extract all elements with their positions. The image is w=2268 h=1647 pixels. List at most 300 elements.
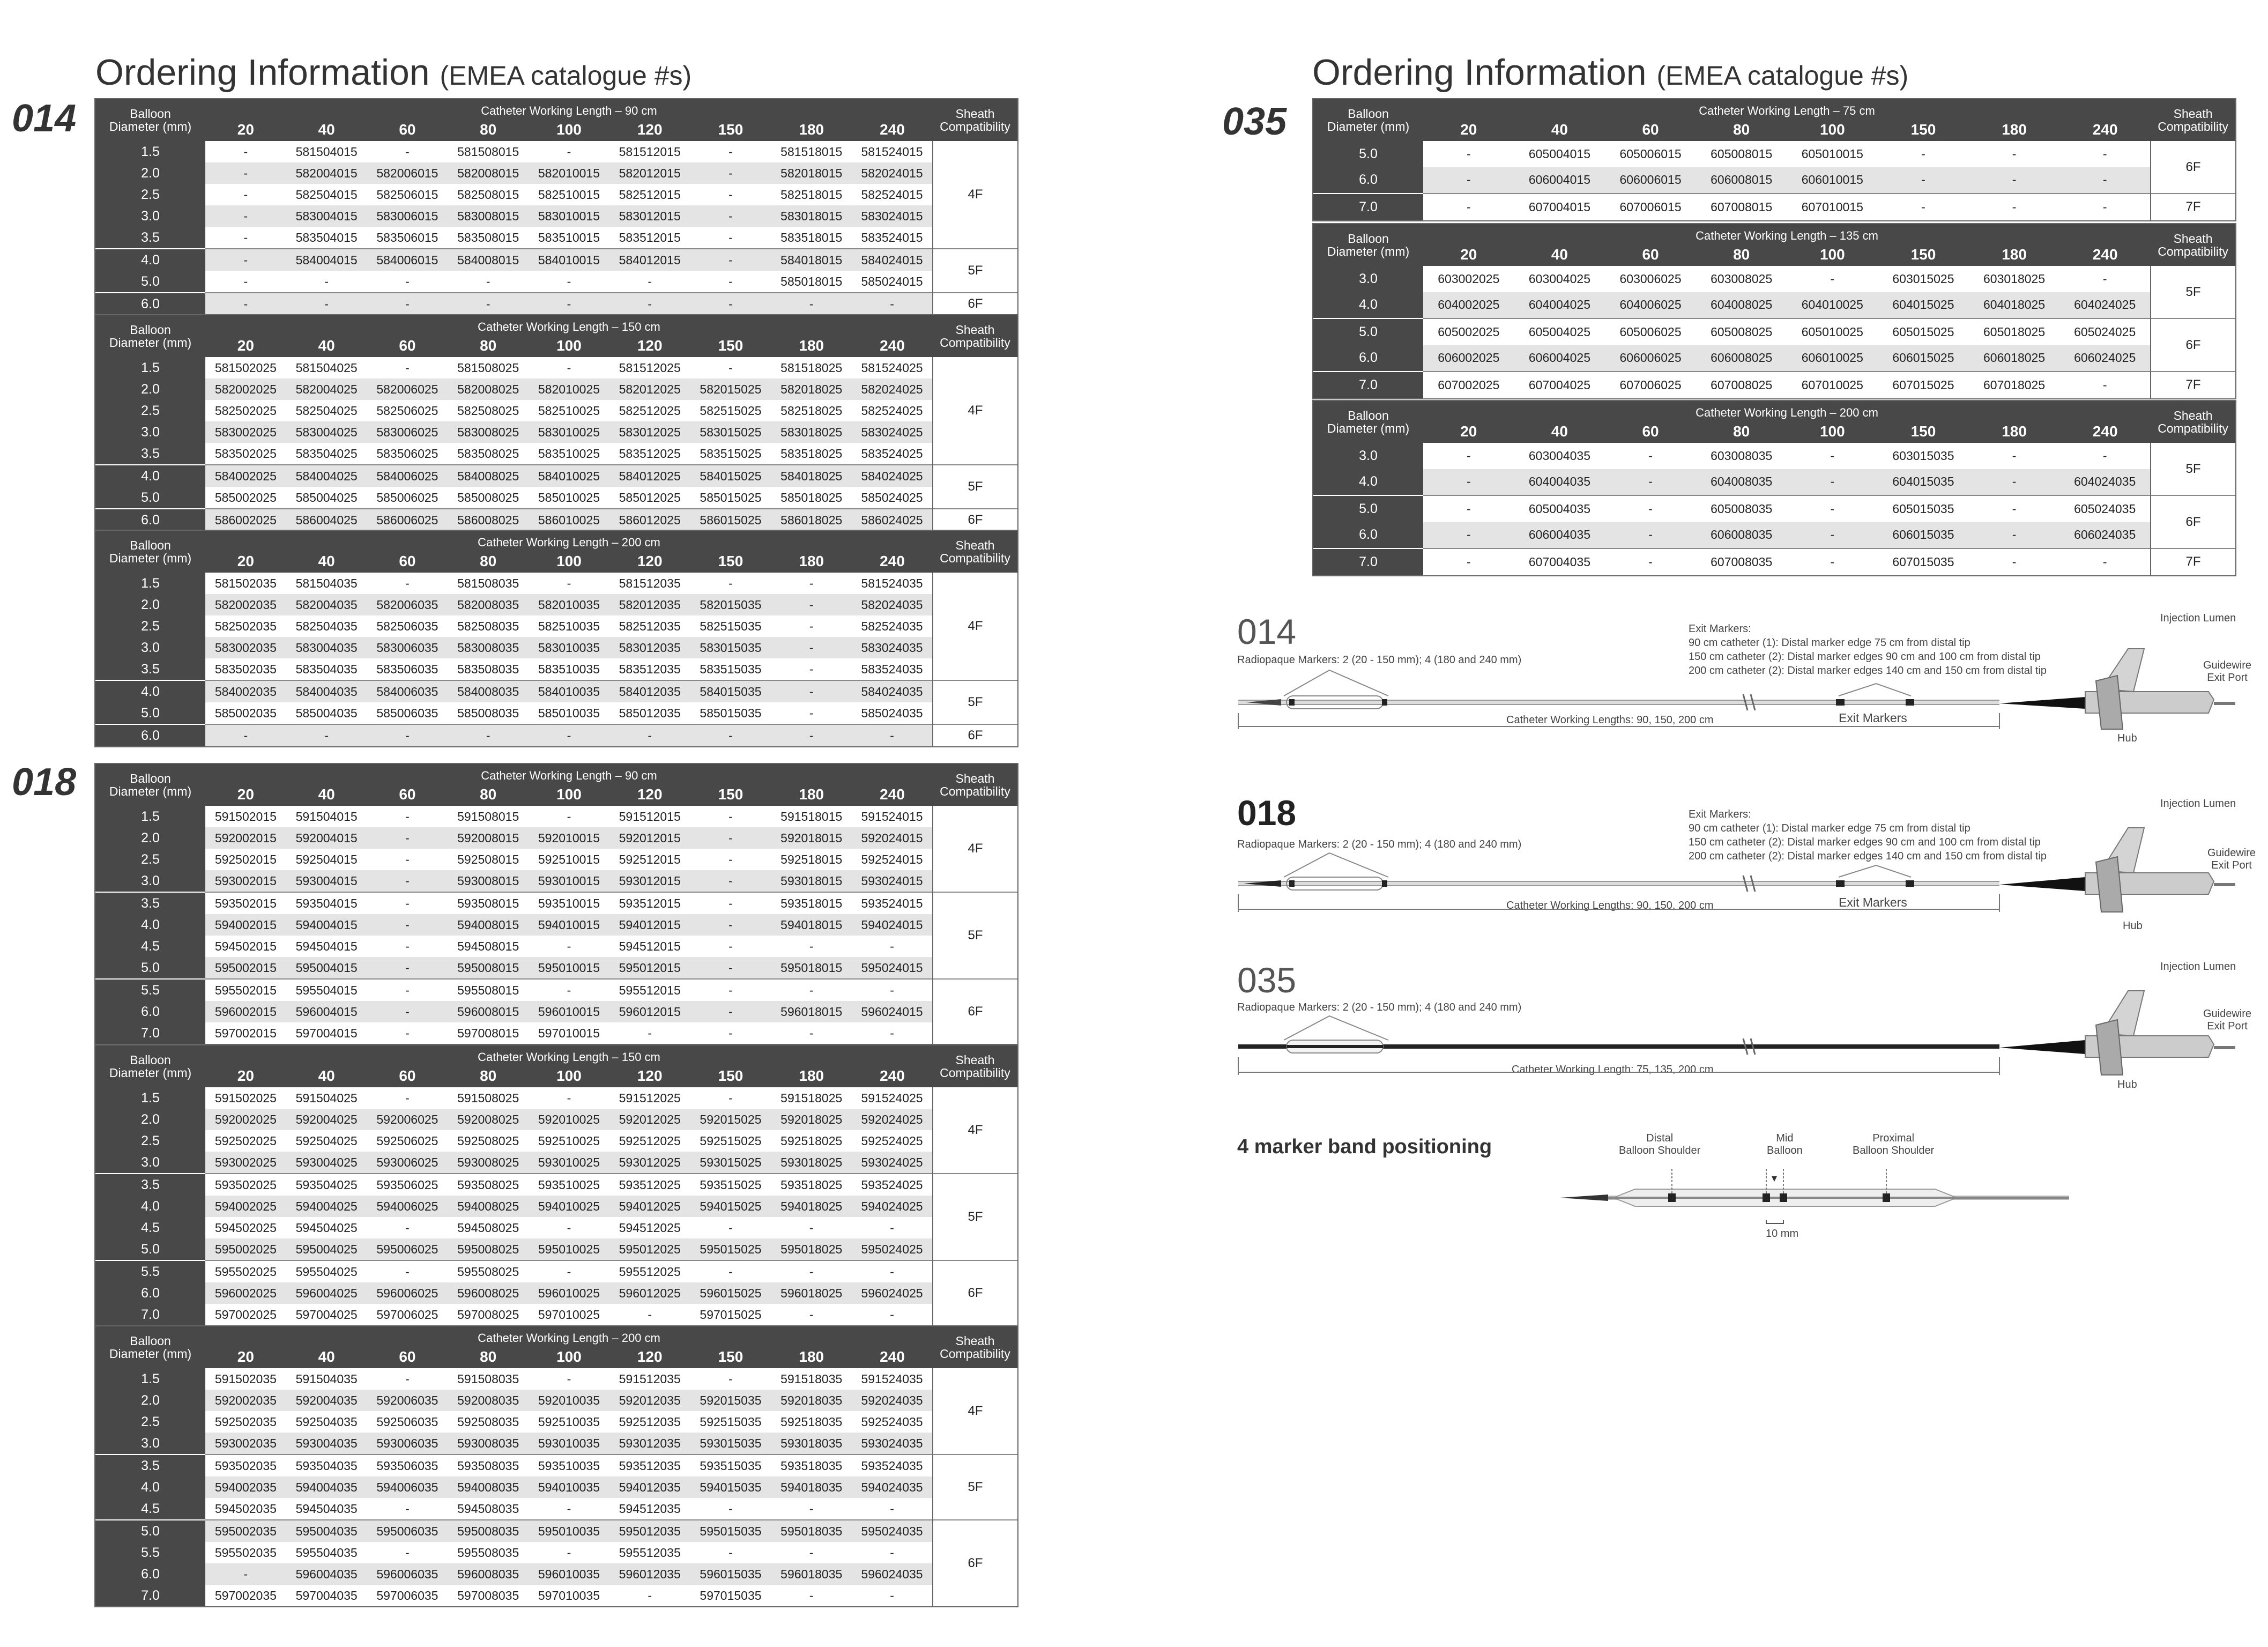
catalogue-number-cell: 596006025 <box>367 1282 448 1304</box>
catalogue-number-cell: 596004025 <box>286 1282 367 1304</box>
length-col-header: 80 <box>448 1064 529 1087</box>
catalogue-number-cell: 582004015 <box>286 162 367 184</box>
balloon-diameter-cell: 7.0 <box>95 1022 205 1044</box>
catalogue-number-cell: 603015035 <box>1878 443 1969 469</box>
catalogue-number-cell: 592018015 <box>771 827 852 849</box>
catalogue-number-cell: - <box>2059 266 2151 292</box>
catalogue-number-cell: 604004025 <box>1514 292 1605 319</box>
catalogue-number-cell: 607004025 <box>1514 372 1605 398</box>
length-col-header: 80 <box>448 550 529 573</box>
catalogue-number-cell: 596004035 <box>286 1563 367 1585</box>
length-col-header: 180 <box>771 783 852 806</box>
catalogue-number-cell: 583015025 <box>690 421 771 443</box>
catalogue-number-cell: 582502025 <box>205 400 286 421</box>
catalogue-number-cell: - <box>367 1542 448 1563</box>
catalogue-number-cell: 595004015 <box>286 957 367 979</box>
catalogue-number-cell: 591502015 <box>205 806 286 827</box>
catalogue-number-cell: - <box>367 271 448 293</box>
balloon-diameter-cell: 4.5 <box>95 1498 205 1520</box>
catalogue-number-cell: 596024015 <box>852 1001 933 1022</box>
catalogue-number-cell: 583504025 <box>286 443 367 465</box>
length-col-header: 60 <box>367 1064 448 1087</box>
catalogue-number-cell: 594012015 <box>609 914 690 936</box>
catalogue-number-cell: 597010015 <box>529 1022 609 1044</box>
catalogue-number-cell: 585010025 <box>529 487 609 509</box>
catalogue-number-cell: 586024025 <box>852 509 933 531</box>
length-col-header: 20 <box>1423 118 1514 141</box>
catalogue-number-cell: 584008035 <box>448 680 529 702</box>
length-col-header: 120 <box>609 118 690 141</box>
catalogue-number-cell: 593018015 <box>771 870 852 892</box>
catalogue-number-cell: - <box>852 1585 933 1606</box>
catalogue-number-cell: 596012035 <box>609 1563 690 1585</box>
catalogue-number-cell: 594512025 <box>609 1217 690 1238</box>
marker-band-mid-label: Mid Balloon <box>1767 1132 1803 1156</box>
balloon-diameter-cell: 5.0 <box>95 957 205 979</box>
catalogue-number-cell: 581512025 <box>609 357 690 379</box>
catalogue-number-cell: 584002035 <box>205 680 286 702</box>
length-col-header: 120 <box>609 783 690 806</box>
catalogue-number-cell: 603015025 <box>1878 266 1969 292</box>
catalogue-number-cell: 593002015 <box>205 870 286 892</box>
ordering-table-035-3 <box>1313 401 2235 575</box>
exit-line: 200 cm catheter (2): Distal marker edges 140 cm and 150 cm from distal tip <box>1689 850 2047 862</box>
diagram-018-guidewire-port: Guidewire Exit Port <box>2207 847 2256 871</box>
catalogue-number-cell: 592502015 <box>205 849 286 870</box>
length-col-header: 150 <box>1878 118 1969 141</box>
catalogue-number-cell: - <box>529 1217 609 1238</box>
catalogue-number-cell: 596018025 <box>771 1282 852 1304</box>
catalogue-number-cell: 583006035 <box>367 637 448 658</box>
catalogue-number-cell: 594015035 <box>690 1477 771 1498</box>
catalogue-number-cell: 592508015 <box>448 849 529 870</box>
catalogue-number-cell: - <box>771 573 852 594</box>
sheath-compat-header: Sheath Compatibility <box>933 1045 1017 1087</box>
sheath-size-cell: 5F <box>933 1455 1017 1520</box>
catalogue-number-cell: 592512035 <box>609 1411 690 1433</box>
model-label-018: 018 <box>12 761 77 804</box>
balloon-diameter-header: Balloon Diameter (mm) <box>95 531 205 573</box>
catalogue-number-cell: 593002025 <box>205 1152 286 1174</box>
length-col-header: 40 <box>286 783 367 806</box>
diagram-014-guidewire-port: Guidewire Exit Port <box>2203 659 2252 684</box>
sheath-size-cell: 6F <box>933 1260 1017 1325</box>
catalogue-number-cell: 593510035 <box>529 1455 609 1477</box>
length-col-header: 60 <box>367 118 448 141</box>
catalogue-number-cell: - <box>529 1368 609 1390</box>
length-col-header: 150 <box>690 118 771 141</box>
catalogue-number-cell: - <box>1878 194 1969 220</box>
catalogue-number-cell: - <box>771 1585 852 1606</box>
catalogue-number-cell: - <box>1605 548 1696 575</box>
catalogue-number-cell: 606006025 <box>1605 345 1696 372</box>
catalogue-number-cell: 592002025 <box>205 1109 286 1130</box>
catalogue-number-cell: 606008035 <box>1696 522 1787 549</box>
length-col-header: 150 <box>690 783 771 806</box>
catalogue-number-cell: - <box>690 249 771 271</box>
catalogue-number-cell: - <box>1423 495 1514 522</box>
catalogue-number-cell: - <box>690 573 771 594</box>
catalogue-number-cell: 592502035 <box>205 1411 286 1433</box>
length-col-header: 20 <box>205 1064 286 1087</box>
sheath-compat-header: Sheath Compatibility <box>2151 224 2235 266</box>
catalogue-number-cell: 594004015 <box>286 914 367 936</box>
catalogue-number-cell: 606010025 <box>1787 345 1878 372</box>
catalogue-number-cell: 592512025 <box>609 1130 690 1152</box>
catalogue-number-cell: 596010015 <box>529 1001 609 1022</box>
balloon-diameter-cell: 5.0 <box>95 1520 205 1542</box>
catalogue-number-cell: - <box>367 957 448 979</box>
catalogue-number-cell: 592004035 <box>286 1390 367 1411</box>
catalogue-number-cell: 593506025 <box>367 1174 448 1196</box>
catalogue-number-cell: - <box>1423 167 1514 194</box>
catalogue-number-cell: 582018015 <box>771 162 852 184</box>
catalogue-number-cell: 594504035 <box>286 1498 367 1520</box>
length-col-header: 60 <box>367 783 448 806</box>
diagram-018-exit-label: Exit Markers <box>1839 895 1907 909</box>
catalogue-number-cell: 596015025 <box>690 1282 771 1304</box>
ordering-table-014-2 <box>95 315 1017 531</box>
length-col-header: 120 <box>609 1064 690 1087</box>
balloon-diameter-cell: 1.5 <box>95 573 205 594</box>
catalogue-number-cell: 595010015 <box>529 957 609 979</box>
sheath-size-cell: 4F <box>933 806 1017 892</box>
catalogue-number-cell: 581524025 <box>852 357 933 379</box>
catalogue-number-cell: 594018025 <box>771 1196 852 1217</box>
catalogue-number-cell: 596010025 <box>529 1282 609 1304</box>
catalogue-number-cell: 582510025 <box>529 400 609 421</box>
catalogue-number-cell: 582018025 <box>771 379 852 400</box>
catalogue-number-cell: 605008035 <box>1696 495 1787 522</box>
catalogue-number-cell: - <box>1787 443 1878 469</box>
catalogue-number-cell: - <box>367 979 448 1001</box>
catalogue-number-cell: 583512035 <box>609 658 690 680</box>
catalogue-number-cell: 582024025 <box>852 379 933 400</box>
catalogue-number-cell: 585018015 <box>771 271 852 293</box>
catalogue-number-cell: 593008035 <box>448 1433 529 1455</box>
catalogue-number-cell: 591524025 <box>852 1087 933 1109</box>
catalogue-number-cell: 606015025 <box>1878 345 1969 372</box>
catalogue-number-cell: - <box>1787 548 1878 575</box>
catalogue-number-cell: 592504015 <box>286 849 367 870</box>
length-col-header: 100 <box>529 1064 609 1087</box>
catalogue-number-cell: 607006025 <box>1605 372 1696 398</box>
catalogue-number-cell: 593012015 <box>609 870 690 892</box>
catalogue-number-cell: 592515035 <box>690 1411 771 1433</box>
catalogue-number-cell: - <box>690 1087 771 1109</box>
catalogue-number-cell: - <box>771 1217 852 1238</box>
catalogue-number-cell: 596006035 <box>367 1563 448 1585</box>
balloon-diameter-cell: 4.0 <box>95 465 205 487</box>
catalogue-number-cell: 593515035 <box>690 1455 771 1477</box>
catalogue-number-cell: 593508015 <box>448 892 529 914</box>
catalogue-number-cell: 594024025 <box>852 1196 933 1217</box>
balloon-diameter-cell: 2.5 <box>95 400 205 421</box>
catalogue-number-cell: 592012025 <box>609 1109 690 1130</box>
balloon-diameter-cell: 6.0 <box>95 1563 205 1585</box>
catalogue-number-cell: 592510025 <box>529 1130 609 1152</box>
catalogue-number-cell: 585006035 <box>367 702 448 724</box>
catalogue-number-cell: 584012025 <box>609 465 690 487</box>
balloon-diameter-cell: 6.0 <box>95 509 205 531</box>
catalogue-number-cell: 582012035 <box>609 594 690 615</box>
catalogue-number-cell: - <box>1969 469 2060 496</box>
catalogue-number-cell: 582518015 <box>771 184 852 205</box>
catalogue-number-cell: 592002035 <box>205 1390 286 1411</box>
diagram-014-injection-lumen: Injection Lumen <box>2160 612 2236 624</box>
catalogue-number-cell: 594508015 <box>448 936 529 957</box>
catalogue-number-cell: 583510025 <box>529 443 609 465</box>
catalogue-number-cell: 583524015 <box>852 227 933 249</box>
catalogue-number-cell: 592018035 <box>771 1390 852 1411</box>
balloon-diameter-cell: 2.5 <box>95 1130 205 1152</box>
catalogue-number-cell: 591504025 <box>286 1087 367 1109</box>
catalogue-number-cell: 593015035 <box>690 1433 771 1455</box>
catalogue-number-cell: 584010035 <box>529 680 609 702</box>
catalogue-number-cell: 604008035 <box>1696 469 1787 496</box>
catalogue-number-cell: 583518015 <box>771 227 852 249</box>
balloon-diameter-cell: 4.0 <box>95 1477 205 1498</box>
catalogue-number-cell: 583015035 <box>690 637 771 658</box>
catalogue-number-cell: - <box>609 271 690 293</box>
sheath-size-cell: 6F <box>933 1520 1017 1606</box>
balloon-diameter-header: Balloon Diameter (mm) <box>95 1045 205 1087</box>
catalogue-number-cell: 605010025 <box>1787 318 1878 345</box>
catalogue-number-cell: 584002025 <box>205 465 286 487</box>
sheath-compat-header: Sheath Compatibility <box>933 764 1017 806</box>
catalogue-number-cell: 593506035 <box>367 1455 448 1477</box>
catalogue-number-cell: - <box>690 806 771 827</box>
length-col-header: 80 <box>448 783 529 806</box>
catalogue-number-cell: - <box>690 870 771 892</box>
catalogue-number-cell: 594002025 <box>205 1196 286 1217</box>
catalogue-number-cell: 592010025 <box>529 1109 609 1130</box>
catalogue-number-cell: - <box>771 1498 852 1520</box>
catalogue-number-cell: 595012025 <box>609 1238 690 1260</box>
length-col-header: 20 <box>205 783 286 806</box>
catalogue-number-cell: 595018025 <box>771 1238 852 1260</box>
diagram-035-injection-lumen: Injection Lumen <box>2160 961 2236 973</box>
catalogue-number-cell: 592502025 <box>205 1130 286 1152</box>
balloon-diameter-cell: 2.0 <box>95 379 205 400</box>
catalogue-number-cell: 605008015 <box>1696 141 1787 167</box>
catalogue-number-cell: 582008035 <box>448 594 529 615</box>
catalogue-number-cell: 582010015 <box>529 162 609 184</box>
catalogue-number-cell: 593512015 <box>609 892 690 914</box>
catalogue-number-cell: 583504035 <box>286 658 367 680</box>
catalogue-number-cell: 595018015 <box>771 957 852 979</box>
catalogue-number-cell: - <box>1423 548 1514 575</box>
length-col-header: 180 <box>1969 118 2060 141</box>
catalogue-number-cell: - <box>2059 194 2151 220</box>
catalogue-number-cell: - <box>690 1498 771 1520</box>
catheter-length-heading: Catheter Working Length – 135 cm <box>1423 224 2151 243</box>
balloon-diameter-cell: 2.0 <box>95 162 205 184</box>
catalogue-number-cell: 607004015 <box>1514 194 1605 220</box>
sheath-size-cell: 6F <box>2151 141 2235 194</box>
balloon-diameter-cell: 3.0 <box>95 1433 205 1455</box>
length-col-header: 240 <box>852 1064 933 1087</box>
sheath-compat-header: Sheath Compatibility <box>933 99 1017 141</box>
catalogue-number-cell: 592006025 <box>367 1109 448 1130</box>
catalogue-number-cell: 583006025 <box>367 421 448 443</box>
catalogue-number-cell: 597015035 <box>690 1585 771 1606</box>
catalogue-number-cell: 595504035 <box>286 1542 367 1563</box>
catalogue-number-cell: - <box>448 293 529 315</box>
catalogue-number-cell: 595010025 <box>529 1238 609 1260</box>
catalogue-number-cell: - <box>1969 495 2060 522</box>
catalogue-number-cell: 584024025 <box>852 465 933 487</box>
right-page-title: Ordering Information (EMEA catalogue #s) <box>1312 52 1909 93</box>
length-col-header: 20 <box>205 334 286 357</box>
length-col-header: 150 <box>690 334 771 357</box>
catalogue-number-cell: 592504025 <box>286 1130 367 1152</box>
sheath-compat-header: Sheath Compatibility <box>2151 99 2235 141</box>
catheter-014-drawing <box>1233 617 2267 751</box>
catalogue-number-cell: 595008035 <box>448 1520 529 1542</box>
balloon-diameter-cell: 5.5 <box>95 1260 205 1282</box>
catalogue-number-cell: - <box>448 271 529 293</box>
catalogue-number-cell: - <box>690 141 771 162</box>
catalogue-number-cell: 583024015 <box>852 205 933 227</box>
balloon-diameter-cell: 3.5 <box>95 1174 205 1196</box>
balloon-diameter-cell: 4.0 <box>95 680 205 702</box>
catalogue-number-cell: 592015025 <box>690 1109 771 1130</box>
catalogue-number-cell: 594004035 <box>286 1477 367 1498</box>
catalogue-number-cell: 593512025 <box>609 1174 690 1196</box>
exit-title: Exit Markers: <box>1689 808 1751 820</box>
catalogue-number-cell: 583512015 <box>609 227 690 249</box>
catalogue-number-cell: - <box>529 573 609 594</box>
catalogue-number-cell: 583524025 <box>852 443 933 465</box>
catalogue-number-cell: 594012025 <box>609 1196 690 1217</box>
catalogue-number-cell: 595015035 <box>690 1520 771 1542</box>
length-col-header: 150 <box>690 1345 771 1368</box>
balloon-diameter-cell: 3.5 <box>95 443 205 465</box>
catalogue-number-cell: 596008015 <box>448 1001 529 1022</box>
catalogue-number-cell: 605018025 <box>1969 318 2060 345</box>
catalogue-number-cell: 593004025 <box>286 1152 367 1174</box>
balloon-diameter-cell: 3.5 <box>95 892 205 914</box>
catalogue-number-cell: - <box>286 293 367 315</box>
catalogue-number-cell: 606004015 <box>1514 167 1605 194</box>
length-col-header: 150 <box>690 550 771 573</box>
catalogue-number-cell: 591502035 <box>205 1368 286 1390</box>
balloon-diameter-cell: 5.0 <box>95 487 205 509</box>
catalogue-number-cell: 606008025 <box>1696 345 1787 372</box>
catalogue-number-cell: 603018025 <box>1969 266 2060 292</box>
catalogue-number-cell: - <box>529 724 609 746</box>
catalogue-number-cell: 597015025 <box>690 1304 771 1325</box>
catheter-018-drawing <box>1233 802 2267 936</box>
length-col-header: 80 <box>448 118 529 141</box>
catalogue-number-cell: 583006015 <box>367 205 448 227</box>
catalogue-number-cell: 582512025 <box>609 400 690 421</box>
catalogue-number-cell: - <box>1787 469 1878 496</box>
catalogue-number-cell: - <box>1787 522 1878 549</box>
ordering-table-018-3 <box>95 1326 1017 1606</box>
catalogue-number-cell: 582508035 <box>448 615 529 637</box>
exit-line: 150 cm catheter (2): Distal marker edges 90 cm and 100 cm from distal tip <box>1689 836 2041 848</box>
catalogue-number-cell: - <box>690 162 771 184</box>
catalogue-number-cell: 582510015 <box>529 184 609 205</box>
catalogue-number-cell: 597002015 <box>205 1022 286 1044</box>
balloon-diameter-header: Balloon Diameter (mm) <box>95 315 205 357</box>
catalogue-number-cell: 591508035 <box>448 1368 529 1390</box>
catalogue-number-cell: 595006035 <box>367 1520 448 1542</box>
catalogue-number-cell: - <box>1605 522 1696 549</box>
catalogue-number-cell: 595012015 <box>609 957 690 979</box>
catalogue-number-cell: 605006015 <box>1605 141 1696 167</box>
ordering-table-035-1 <box>1313 99 2235 220</box>
balloon-diameter-cell: 5.0 <box>1313 495 1423 522</box>
catalogue-number-cell: 583506015 <box>367 227 448 249</box>
catalogue-number-cell: 584012035 <box>609 680 690 702</box>
catalogue-number-cell: 592506025 <box>367 1130 448 1152</box>
catalogue-number-cell: 584024015 <box>852 249 933 271</box>
catalogue-number-cell: - <box>1969 548 2060 575</box>
length-col-header: 20 <box>205 1345 286 1368</box>
catalogue-number-cell: 582508015 <box>448 184 529 205</box>
catalogue-number-cell: 586006025 <box>367 509 448 531</box>
catalogue-number-cell: 593504015 <box>286 892 367 914</box>
catalogue-number-cell: 592524015 <box>852 849 933 870</box>
catalogue-number-cell: - <box>367 1217 448 1238</box>
length-col-header: 60 <box>1605 118 1696 141</box>
catalogue-number-cell: 583502035 <box>205 658 286 680</box>
catalogue-number-cell: 594015025 <box>690 1196 771 1217</box>
catalogue-number-cell: 595504015 <box>286 979 367 1001</box>
catalogue-number-cell: 584008015 <box>448 249 529 271</box>
catalogue-number-cell: - <box>771 637 852 658</box>
catalogue-number-cell: 594012035 <box>609 1477 690 1498</box>
sheath-size-cell: 7F <box>2151 372 2235 398</box>
catalogue-number-cell: 583506035 <box>367 658 448 680</box>
balloon-diameter-cell: 3.5 <box>95 1455 205 1477</box>
catalogue-number-cell: - <box>367 806 448 827</box>
catalogue-number-cell: 603004035 <box>1514 443 1605 469</box>
catalogue-number-cell: - <box>367 1001 448 1022</box>
catalogue-number-cell: - <box>609 293 690 315</box>
catalogue-number-cell: 593018035 <box>771 1433 852 1455</box>
catalogue-number-cell: - <box>609 1585 690 1606</box>
sheath-size-cell: 4F <box>933 141 1017 249</box>
catalogue-number-cell: - <box>529 271 609 293</box>
catalogue-number-cell: 594002015 <box>205 914 286 936</box>
catalogue-number-cell: 607004035 <box>1514 548 1605 575</box>
catalogue-number-cell: 593510015 <box>529 892 609 914</box>
balloon-diameter-header: Balloon Diameter (mm) <box>95 1326 205 1368</box>
catalogue-number-cell: 592024015 <box>852 827 933 849</box>
catalogue-number-cell: - <box>205 141 286 162</box>
catalogue-number-cell: 583515025 <box>690 443 771 465</box>
catalogue-number-cell: 581524015 <box>852 141 933 162</box>
catalogue-number-cell: 595512035 <box>609 1542 690 1563</box>
catalogue-number-cell: 607006015 <box>1605 194 1696 220</box>
catalogue-number-cell: - <box>286 724 367 746</box>
catalogue-number-cell: - <box>1787 266 1878 292</box>
catalogue-number-cell: - <box>529 1542 609 1563</box>
catalogue-number-cell: 605004035 <box>1514 495 1605 522</box>
catalogue-number-cell: 595024035 <box>852 1520 933 1542</box>
catalogue-number-cell: 606004025 <box>1514 345 1605 372</box>
sheath-size-cell: 6F <box>933 979 1017 1044</box>
balloon-diameter-cell: 6.0 <box>1313 345 1423 372</box>
catheter-length-heading: Catheter Working Length – 150 cm <box>205 315 933 334</box>
catalogue-number-cell: 583508035 <box>448 658 529 680</box>
catalogue-number-cell: 593006025 <box>367 1152 448 1174</box>
catalogue-number-cell: - <box>529 979 609 1001</box>
